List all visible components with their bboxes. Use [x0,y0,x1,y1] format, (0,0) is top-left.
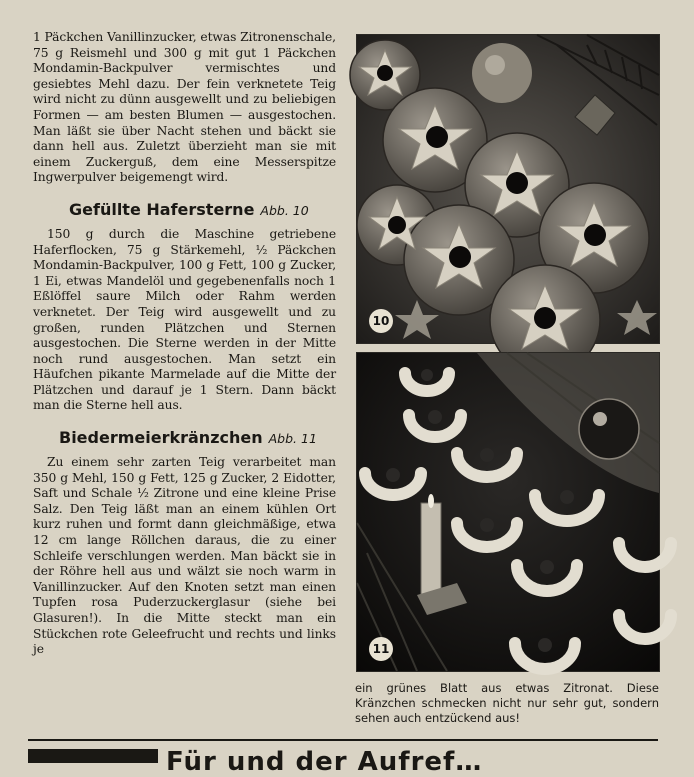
photo-oat-stars [356,34,660,344]
figure-number-badge: 10 [369,309,393,333]
next-article-banner [28,747,658,777]
figure-reference: Abb. 10 [260,202,309,218]
photo-column [356,34,659,672]
figure-reference: Abb. 11 [268,431,317,447]
section-heading-hafersterne [33,200,336,221]
section-title: Gefüllte Hafersterne [69,199,255,219]
horizontal-divider [28,739,658,741]
intro-paragraph: 1 Päckchen Vanillinzucker, etwas Zitronenschale, 75 g Reismehl und 300 g mit gut 1 Päckchen Mondamin-Backpulver vermischtes und gesiebtes Mehl dazu. Der fein verknetete Teig wird nicht zu dünn ausgewellt und zu beliebigen Formen — am besten Blumen — ausgestochen. Man läßt sie über Nacht stehen und bäckt sie dann hell aus. Zuletzt überzieht man sie mit einem Zuckerguß, dem eine Messerspitze Ingwerpulver beigemengt wird. [33,30,336,185]
banner-heading-cropped: Für und der Aufref… [166,747,483,777]
banner-image-block [28,749,158,763]
section-title: Biedermeierkränzchen [59,428,263,448]
recipe-paragraph-hafersterne: 150 g durch die Maschine getriebene Haferflocken, 75 g Stärkemehl, ½ Päckchen Mondamin-Backpulver, 100 g Fett, 100 g Zucker, 1 Ei, etwas Mandelöl und gegebenenfalls noch 1 Eßlöffel saure Milch oder Rahm werden verknetet. Der Teig wird ausgewellt und zu großen, runden Plätzchen und Sternen ausgestochen. Die Sterne werden in der Mitte noch rund ausgestochen. Man setzt ein Häufchen pikante Marmelade auf die Mitte der Plätzchen und darauf je 1 Stern. Dann bäckt man die Sterne hell aus. [33,226,336,413]
photo-biedermeier-wreaths [356,352,660,672]
recipe-paragraph-kraenzchen: Zu einem sehr zarten Teig verarbeitet man 350 g Mehl, 150 g Fett, 125 g Zucker, 2 Eidotter, Saft und Schale ½ Zitrone und eine kleine Prise Salz. Den Teig läßt man an einem kühlen Ort kurz ruhen und formt dann gleichmäßige, etwa 12 cm lange Röllchen daraus, die zu einer Schleife verschlungen werden. Man bäckt sie in der Röhre hell aus und wälzt sie noch warm in Vanillinzucker. Auf den Knoten setzt man einen Tupfen rosa Puderzuckerglasur (siehe bei Glasuren!). In die Mitte steckt man ein Stückchen rote Geleefrucht und rechts und links je [33,455,336,657]
figure-number-badge: 11 [369,637,393,661]
section-heading-biedermeierkraenzchen [33,428,336,449]
column-continuation-text: ein grünes Blatt aus etwas Zitronat. Diese Kränzchen schmecken nicht nur sehr gut, sondern sehen auch entzückend aus! [355,681,659,725]
text-column [33,30,336,658]
